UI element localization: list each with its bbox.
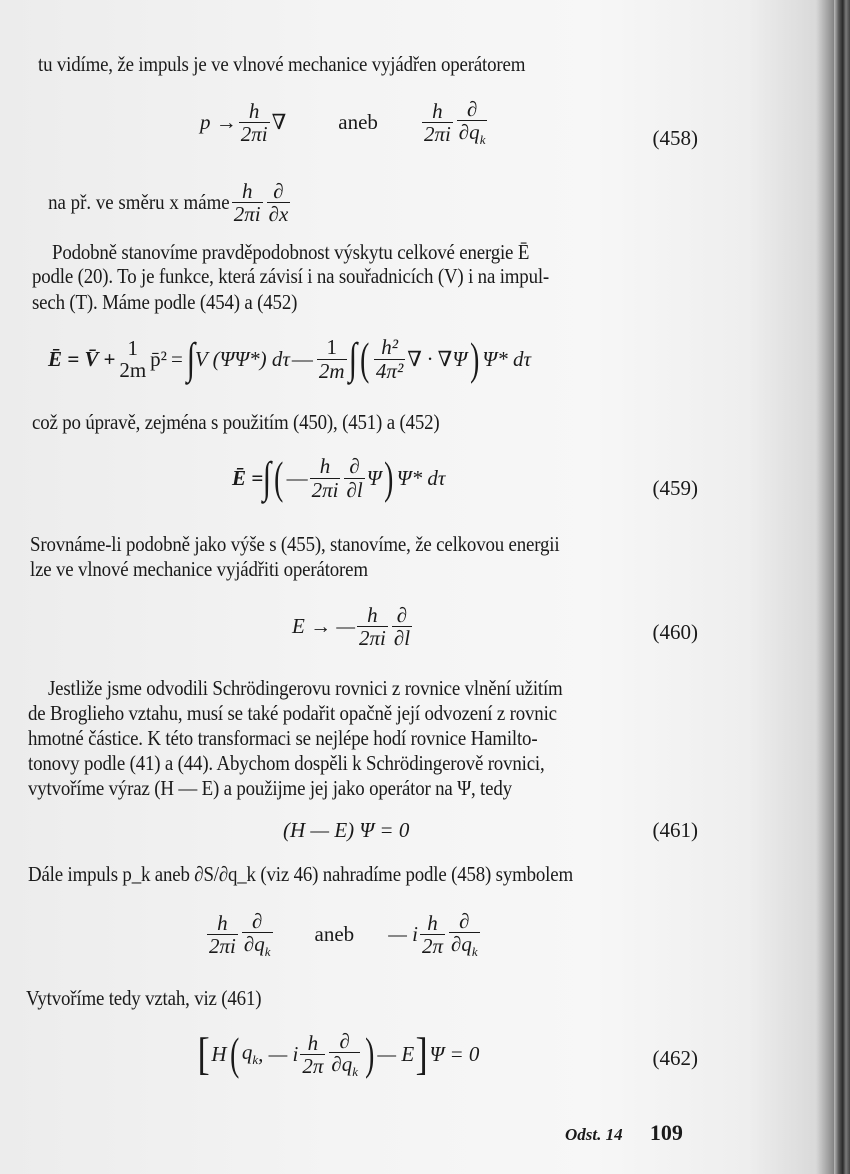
denominator: 2π bbox=[302, 1053, 324, 1078]
page-footer bbox=[565, 1120, 683, 1146]
equation-460 bbox=[292, 604, 414, 649]
integral-symbol: ∫ bbox=[348, 334, 357, 383]
eq-sign: = bbox=[170, 346, 183, 371]
numerator: ∂ bbox=[273, 179, 284, 203]
numerator: h bbox=[241, 179, 253, 203]
paren-open: ( bbox=[229, 1028, 239, 1080]
numerator: 1 bbox=[127, 335, 138, 360]
fraction bbox=[242, 910, 273, 959]
paragraph-line: což po úpravě, zejména s použitím (450), (451) a (452) bbox=[32, 410, 440, 434]
paragraph-line: tonovy podle (41) a (44). Abychom dospěli k Schrödingerově rovnici, bbox=[28, 751, 545, 775]
paragraph-line: Srovnáme-li podobně jako výše s (455), stanovíme, že celkovou energii bbox=[30, 532, 560, 556]
paragraph-line: Dále impuls p_k aneb ∂S/∂q_k (viz 46) nahradíme podle (458) symbolem bbox=[28, 862, 573, 886]
denominator: ∂q bbox=[331, 1052, 353, 1077]
fraction bbox=[232, 180, 263, 225]
eq-term: p̄² bbox=[150, 346, 167, 371]
equation-number: (458) bbox=[652, 126, 698, 150]
numerator: h bbox=[217, 910, 228, 935]
equation-momentum-symbol bbox=[205, 910, 482, 959]
subscript: k bbox=[252, 1052, 259, 1068]
numerator: h bbox=[307, 1030, 319, 1055]
page-binding-shadow bbox=[834, 0, 850, 1174]
eq-term: p → bbox=[200, 109, 237, 134]
equation-461: (H — E) Ψ = 0 bbox=[283, 818, 410, 842]
equation-462 bbox=[196, 1030, 479, 1079]
fraction bbox=[420, 912, 445, 957]
paragraph-line: Vytvoříme tedy vztah, viz (461) bbox=[26, 986, 262, 1010]
eq-term: H bbox=[211, 1041, 227, 1066]
eq-term: , — i bbox=[258, 1041, 299, 1066]
denominator: ∂l bbox=[346, 477, 363, 502]
fraction bbox=[239, 100, 270, 145]
denominator: 2πi bbox=[423, 121, 451, 146]
numerator: ∂ bbox=[349, 454, 360, 479]
paragraph-line: hmotné částice. K této transformaci se nejlépe hodí rovnice Hamilto- bbox=[28, 726, 538, 750]
paren-close: ) bbox=[384, 452, 394, 503]
paragraph-line: lze ve vlnové mechanice vyjádřiti operátorem bbox=[30, 557, 368, 581]
numerator: ∂ bbox=[252, 909, 263, 933]
numerator: h bbox=[427, 910, 438, 935]
subscript: k bbox=[264, 944, 271, 960]
paren-open: ( bbox=[274, 452, 284, 503]
eq-sign: — bbox=[286, 465, 308, 490]
section-label: Odst. 14 bbox=[565, 1125, 623, 1144]
equation-number: (461) bbox=[652, 818, 698, 842]
eq-sign: — bbox=[291, 346, 313, 371]
numerator: h bbox=[432, 98, 443, 123]
equation-458 bbox=[200, 98, 489, 147]
denominator: 2πi bbox=[209, 933, 236, 958]
fraction bbox=[317, 336, 347, 381]
equation-459 bbox=[232, 452, 446, 503]
numerator: h bbox=[248, 98, 260, 123]
paragraph-line: de Broglieho vztahu, musí se také podařit opačně její odvození z rovnic bbox=[28, 701, 557, 725]
denominator: 2m bbox=[318, 358, 345, 383]
paragraph-line: sech (T). Máme podle (454) a (452) bbox=[32, 290, 298, 314]
equation-x-direction bbox=[38, 180, 292, 225]
equation-energy-expectation bbox=[48, 333, 531, 384]
eq-term: — i bbox=[388, 921, 418, 946]
fraction bbox=[207, 912, 238, 957]
fraction bbox=[329, 1030, 360, 1079]
denominator: ∂l bbox=[393, 626, 411, 651]
numerator: ∂ bbox=[396, 603, 408, 627]
fraction bbox=[392, 604, 412, 649]
numerator: 1 bbox=[326, 335, 337, 360]
paragraph-line: tu vidíme, že impuls je ve vlnové mechanice vyjádřen operátorem bbox=[38, 52, 526, 76]
numerator: ∂ bbox=[459, 909, 470, 933]
paragraph-line: na př. ve směru x máme bbox=[48, 190, 230, 215]
paren-close: ) bbox=[365, 1028, 375, 1080]
fraction bbox=[457, 98, 488, 147]
denominator: ∂q bbox=[458, 120, 480, 145]
denominator: 2πi bbox=[311, 477, 339, 502]
fraction bbox=[449, 910, 480, 959]
numerator: ∂ bbox=[466, 97, 478, 121]
eq-term: — E bbox=[377, 1041, 415, 1066]
fraction bbox=[310, 455, 341, 500]
eq-term: ∇ · ∇Ψ bbox=[407, 346, 468, 371]
denominator: 4π² bbox=[375, 358, 404, 383]
eq-term: Ψ bbox=[366, 465, 382, 490]
subscript: k bbox=[471, 944, 478, 960]
fraction bbox=[357, 604, 388, 649]
eq-term: Ē = V̄ + bbox=[48, 346, 116, 371]
fraction bbox=[117, 337, 148, 381]
numerator: h² bbox=[381, 335, 398, 360]
paren-open: ( bbox=[359, 333, 369, 384]
equation-number: (459) bbox=[652, 476, 698, 500]
paragraph-line: Podobně stanovíme pravděpodobnost výskytu celkové energie Ē bbox=[52, 240, 530, 264]
eq-term: V (ΨΨ*) dτ bbox=[194, 346, 290, 371]
fraction bbox=[422, 100, 453, 145]
eq-term: E → — bbox=[292, 614, 355, 639]
nabla-symbol: ∇ bbox=[271, 109, 287, 134]
integral-symbol: ∫ bbox=[186, 334, 196, 383]
eq-conjunction: aneb bbox=[314, 921, 355, 946]
paragraph-line: vytvoříme výraz (H — E) a použijme jej jako operátor na Ψ, tedy bbox=[28, 776, 512, 800]
fraction bbox=[374, 336, 405, 381]
eq-term: Ψ* dτ bbox=[396, 465, 446, 490]
denominator: 2πi bbox=[240, 121, 268, 146]
eq-conjunction: aneb bbox=[338, 109, 378, 134]
denominator: ∂x bbox=[268, 202, 289, 227]
denominator: ∂q bbox=[450, 932, 472, 957]
denominator: 2πi bbox=[359, 626, 386, 651]
subscript: k bbox=[479, 132, 486, 148]
fraction bbox=[267, 180, 291, 225]
subscript: k bbox=[352, 1064, 359, 1080]
page-number: 109 bbox=[649, 1120, 683, 1145]
numerator: h bbox=[367, 603, 378, 627]
denominator: ∂q bbox=[243, 932, 265, 957]
paren-close: ) bbox=[470, 333, 480, 384]
paragraph-line: Jestliže jsme odvodili Schrödingerovu rovnici z rovnice vlnění užitím bbox=[48, 676, 563, 700]
eq-term: Ψ* dτ bbox=[482, 346, 531, 371]
fraction bbox=[300, 1032, 325, 1077]
denominator: 2m bbox=[119, 358, 147, 382]
fraction bbox=[344, 455, 364, 500]
eq-term: Ē = bbox=[232, 465, 264, 490]
denominator: 2π bbox=[421, 933, 443, 958]
eq-term: q bbox=[241, 1040, 253, 1065]
numerator: ∂ bbox=[339, 1029, 350, 1053]
eq-term: Ψ = 0 bbox=[429, 1041, 480, 1066]
bracket-open: [ bbox=[197, 1028, 210, 1080]
equation-number: (462) bbox=[652, 1046, 698, 1070]
equation-number: (460) bbox=[652, 620, 698, 644]
denominator: 2πi bbox=[233, 202, 261, 227]
bracket-close: ] bbox=[415, 1028, 428, 1080]
paragraph-line: podle (20). To je funkce, která závisí i na souřadnicích (V) i na impul- bbox=[32, 264, 550, 288]
numerator: h bbox=[319, 454, 331, 479]
integral-symbol: ∫ bbox=[263, 453, 272, 502]
